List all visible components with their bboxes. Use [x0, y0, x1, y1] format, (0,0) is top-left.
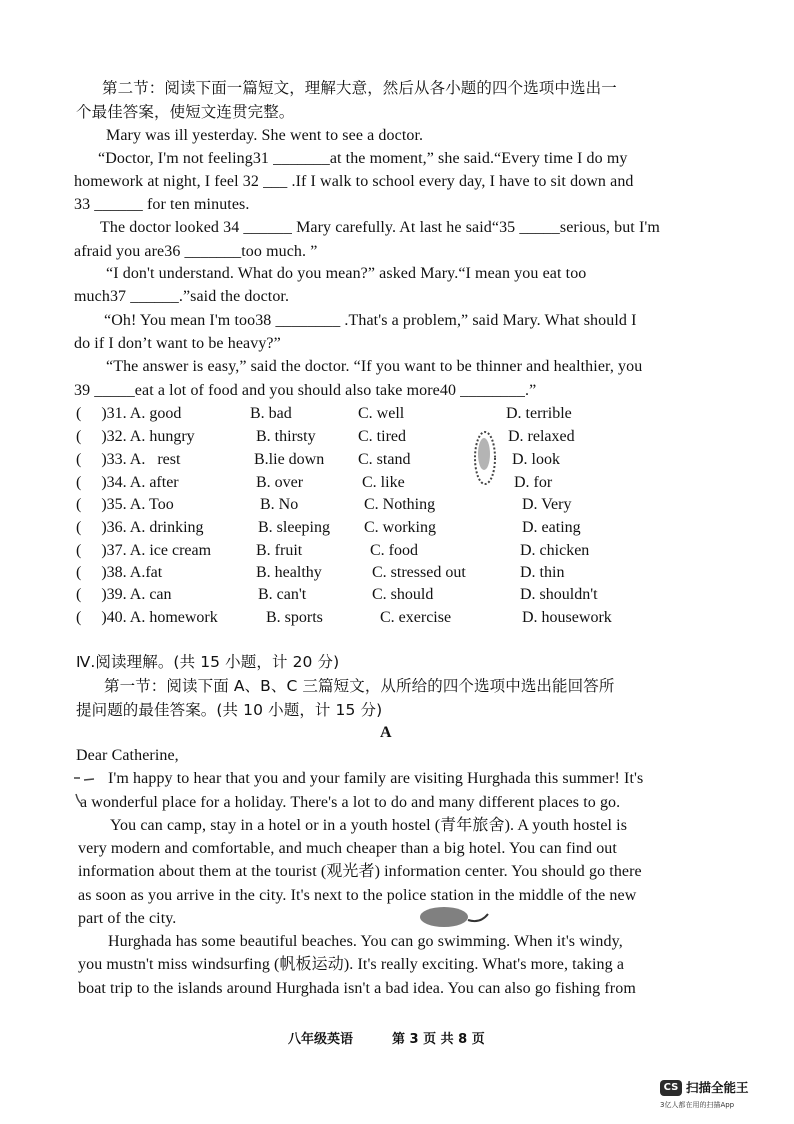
letter-line: you mustn't miss windsurfing (帆板运动). It's really exciting. What's more, taking a	[78, 956, 625, 973]
question-row	[76, 584, 716, 606]
option-d: D. Very	[522, 496, 572, 513]
passage-label: A	[380, 724, 392, 741]
option-c: C. Nothing	[364, 496, 436, 513]
question-row	[76, 517, 716, 539]
option-d: D. eating	[522, 519, 581, 536]
cloze-line: “Doctor, I'm not feeling31 _______at the moment,” she said.“Every time I do my	[98, 150, 628, 167]
cloze-line: The doctor looked 34 ______ Mary carefully. At last he said“35 _____serious, but I'm	[100, 219, 660, 236]
section2-instruction-line2: 个最佳答案，使短文连贯完整。	[76, 103, 295, 121]
option-b: B. thirsty	[256, 428, 316, 445]
ink-smudge-mark	[412, 904, 492, 930]
margin-scribble-mark	[72, 774, 102, 808]
question-row	[76, 449, 716, 471]
option-b: B. bad	[250, 405, 292, 422]
option-b: B. healthy	[256, 564, 322, 581]
option-d: D. look	[512, 451, 560, 468]
option-d: D. terrible	[506, 405, 572, 422]
question-stem: ( )33. A. rest	[76, 451, 181, 468]
watermark-subtitle: 3亿人都在用的扫描App	[660, 1101, 735, 1109]
cloze-line: much37 ______.”said the doctor.	[74, 288, 290, 305]
question-stem: ( )38. A.fat	[76, 564, 163, 581]
letter-line: I'm happy to hear that you and your family are visiting Hurghada this summer! It's	[108, 770, 644, 787]
option-b: B. can't	[258, 586, 307, 603]
letter-line: You can camp, stay in a hotel or in a youth hostel (青年旅舍). A youth hostel is	[110, 817, 628, 834]
section4-instruction-line2: 提问题的最佳答案。(共 10 小题，计 15 分)	[76, 701, 383, 719]
question-row	[76, 607, 716, 629]
option-c: C. food	[370, 542, 418, 559]
option-c: C. stand	[358, 451, 411, 468]
option-d: D. for	[514, 474, 553, 491]
letter-greeting: Dear Catherine,	[76, 747, 179, 764]
option-b: B. sports	[266, 609, 323, 626]
option-c: C. exercise	[380, 609, 452, 626]
question-stem: ( )37. A. ice cream	[76, 542, 212, 559]
footer-subject: 八年级英语	[288, 1032, 354, 1047]
letter-line: as soon as you arrive in the city. It's next to the police station in the middle of the new	[78, 887, 637, 904]
letter-line: a wonderful place for a holiday. There's a lot to do and many different places to go.	[80, 794, 621, 811]
option-d: D. relaxed	[508, 428, 575, 445]
question-stem: ( )31. A. good	[76, 405, 182, 422]
option-c: C. stressed out	[372, 564, 466, 581]
option-c: C. tired	[358, 428, 406, 445]
option-d: D. housework	[522, 609, 612, 626]
letter-line: part of the city.	[78, 910, 177, 927]
scan-smudge-mark	[470, 428, 500, 492]
letter-line: very modern and comfortable, and much cheaper than a big hotel. You can find out	[78, 840, 617, 857]
letter-line: boat trip to the islands around Hurghada isn't a bad idea. You can also go fishing from	[78, 980, 636, 997]
question-stem: ( )35. A. Too	[76, 496, 174, 513]
question-row	[76, 472, 716, 494]
cloze-line: homework at night, I feel 32 ___ .If I walk to school every day, I have to sit down and	[74, 173, 634, 190]
question-stem: ( )34. A. after	[76, 474, 179, 491]
option-c: C. should	[372, 586, 434, 603]
cloze-line: do if I don’t want to be heavy?”	[74, 335, 281, 352]
option-c: C. working	[364, 519, 436, 536]
question-stem: ( )39. A. can	[76, 586, 172, 603]
cloze-line: Mary was ill yesterday. She went to see a doctor.	[106, 127, 424, 144]
option-b: B.lie down	[254, 451, 325, 468]
option-d: D. thin	[520, 564, 565, 581]
option-b: B. No	[260, 496, 299, 513]
question-stem: ( )36. A. drinking	[76, 519, 204, 536]
footer-page-number: 第 3 页 共 8 页	[392, 1032, 485, 1047]
cloze-line: afraid you are36 _______too much. ”	[74, 243, 318, 260]
cloze-line: “I don't understand. What do you mean?” asked Mary.“I mean you eat too	[106, 265, 587, 282]
cloze-line: “The answer is easy,” said the doctor. “If you want to be thinner and healthier, you	[106, 358, 643, 375]
option-d: D. shouldn't	[520, 586, 598, 603]
question-stem: ( )40. A. homework	[76, 609, 218, 626]
option-b: B. sleeping	[258, 519, 330, 536]
section4-instruction-line1: 第一节：阅读下面 A、B、C 三篇短文，从所给的四个选项中选出能回答所	[104, 677, 615, 695]
question-row	[76, 562, 716, 584]
option-c: C. well	[358, 405, 405, 422]
cloze-line: 33 ______ for ten minutes.	[74, 196, 250, 213]
watermark-title: 扫描全能王	[686, 1080, 749, 1095]
question-stem: ( )32. A. hungry	[76, 428, 195, 445]
option-b: B. fruit	[256, 542, 303, 559]
letter-line: information about them at the tourist (观光者) information center. You should go there	[78, 863, 642, 880]
cloze-line: 39 _____eat a lot of food and you should also take more40 ________.”	[74, 382, 537, 399]
letter-line: Hurghada has some beautiful beaches. You can go swimming. When it's windy,	[108, 933, 623, 950]
camscanner-logo-icon: CS	[660, 1080, 682, 1096]
cloze-line: “Oh! You mean I'm too38 ________ .That's a problem,” said Mary. What should I	[104, 312, 637, 329]
question-row	[76, 426, 716, 448]
question-row	[76, 403, 716, 425]
option-c: C. like	[362, 474, 405, 491]
question-row	[76, 540, 716, 562]
question-row	[76, 494, 716, 516]
option-b: B. over	[256, 474, 304, 491]
section2-instruction-line1: 第二节：阅读下面一篇短文，理解大意，然后从各小题的四个选项中选出一	[102, 79, 617, 97]
scanner-watermark	[660, 1076, 780, 1116]
option-d: D. chicken	[520, 542, 590, 559]
section4-heading: Ⅳ.阅读理解。(共 15 小题，计 20 分)	[76, 653, 340, 671]
